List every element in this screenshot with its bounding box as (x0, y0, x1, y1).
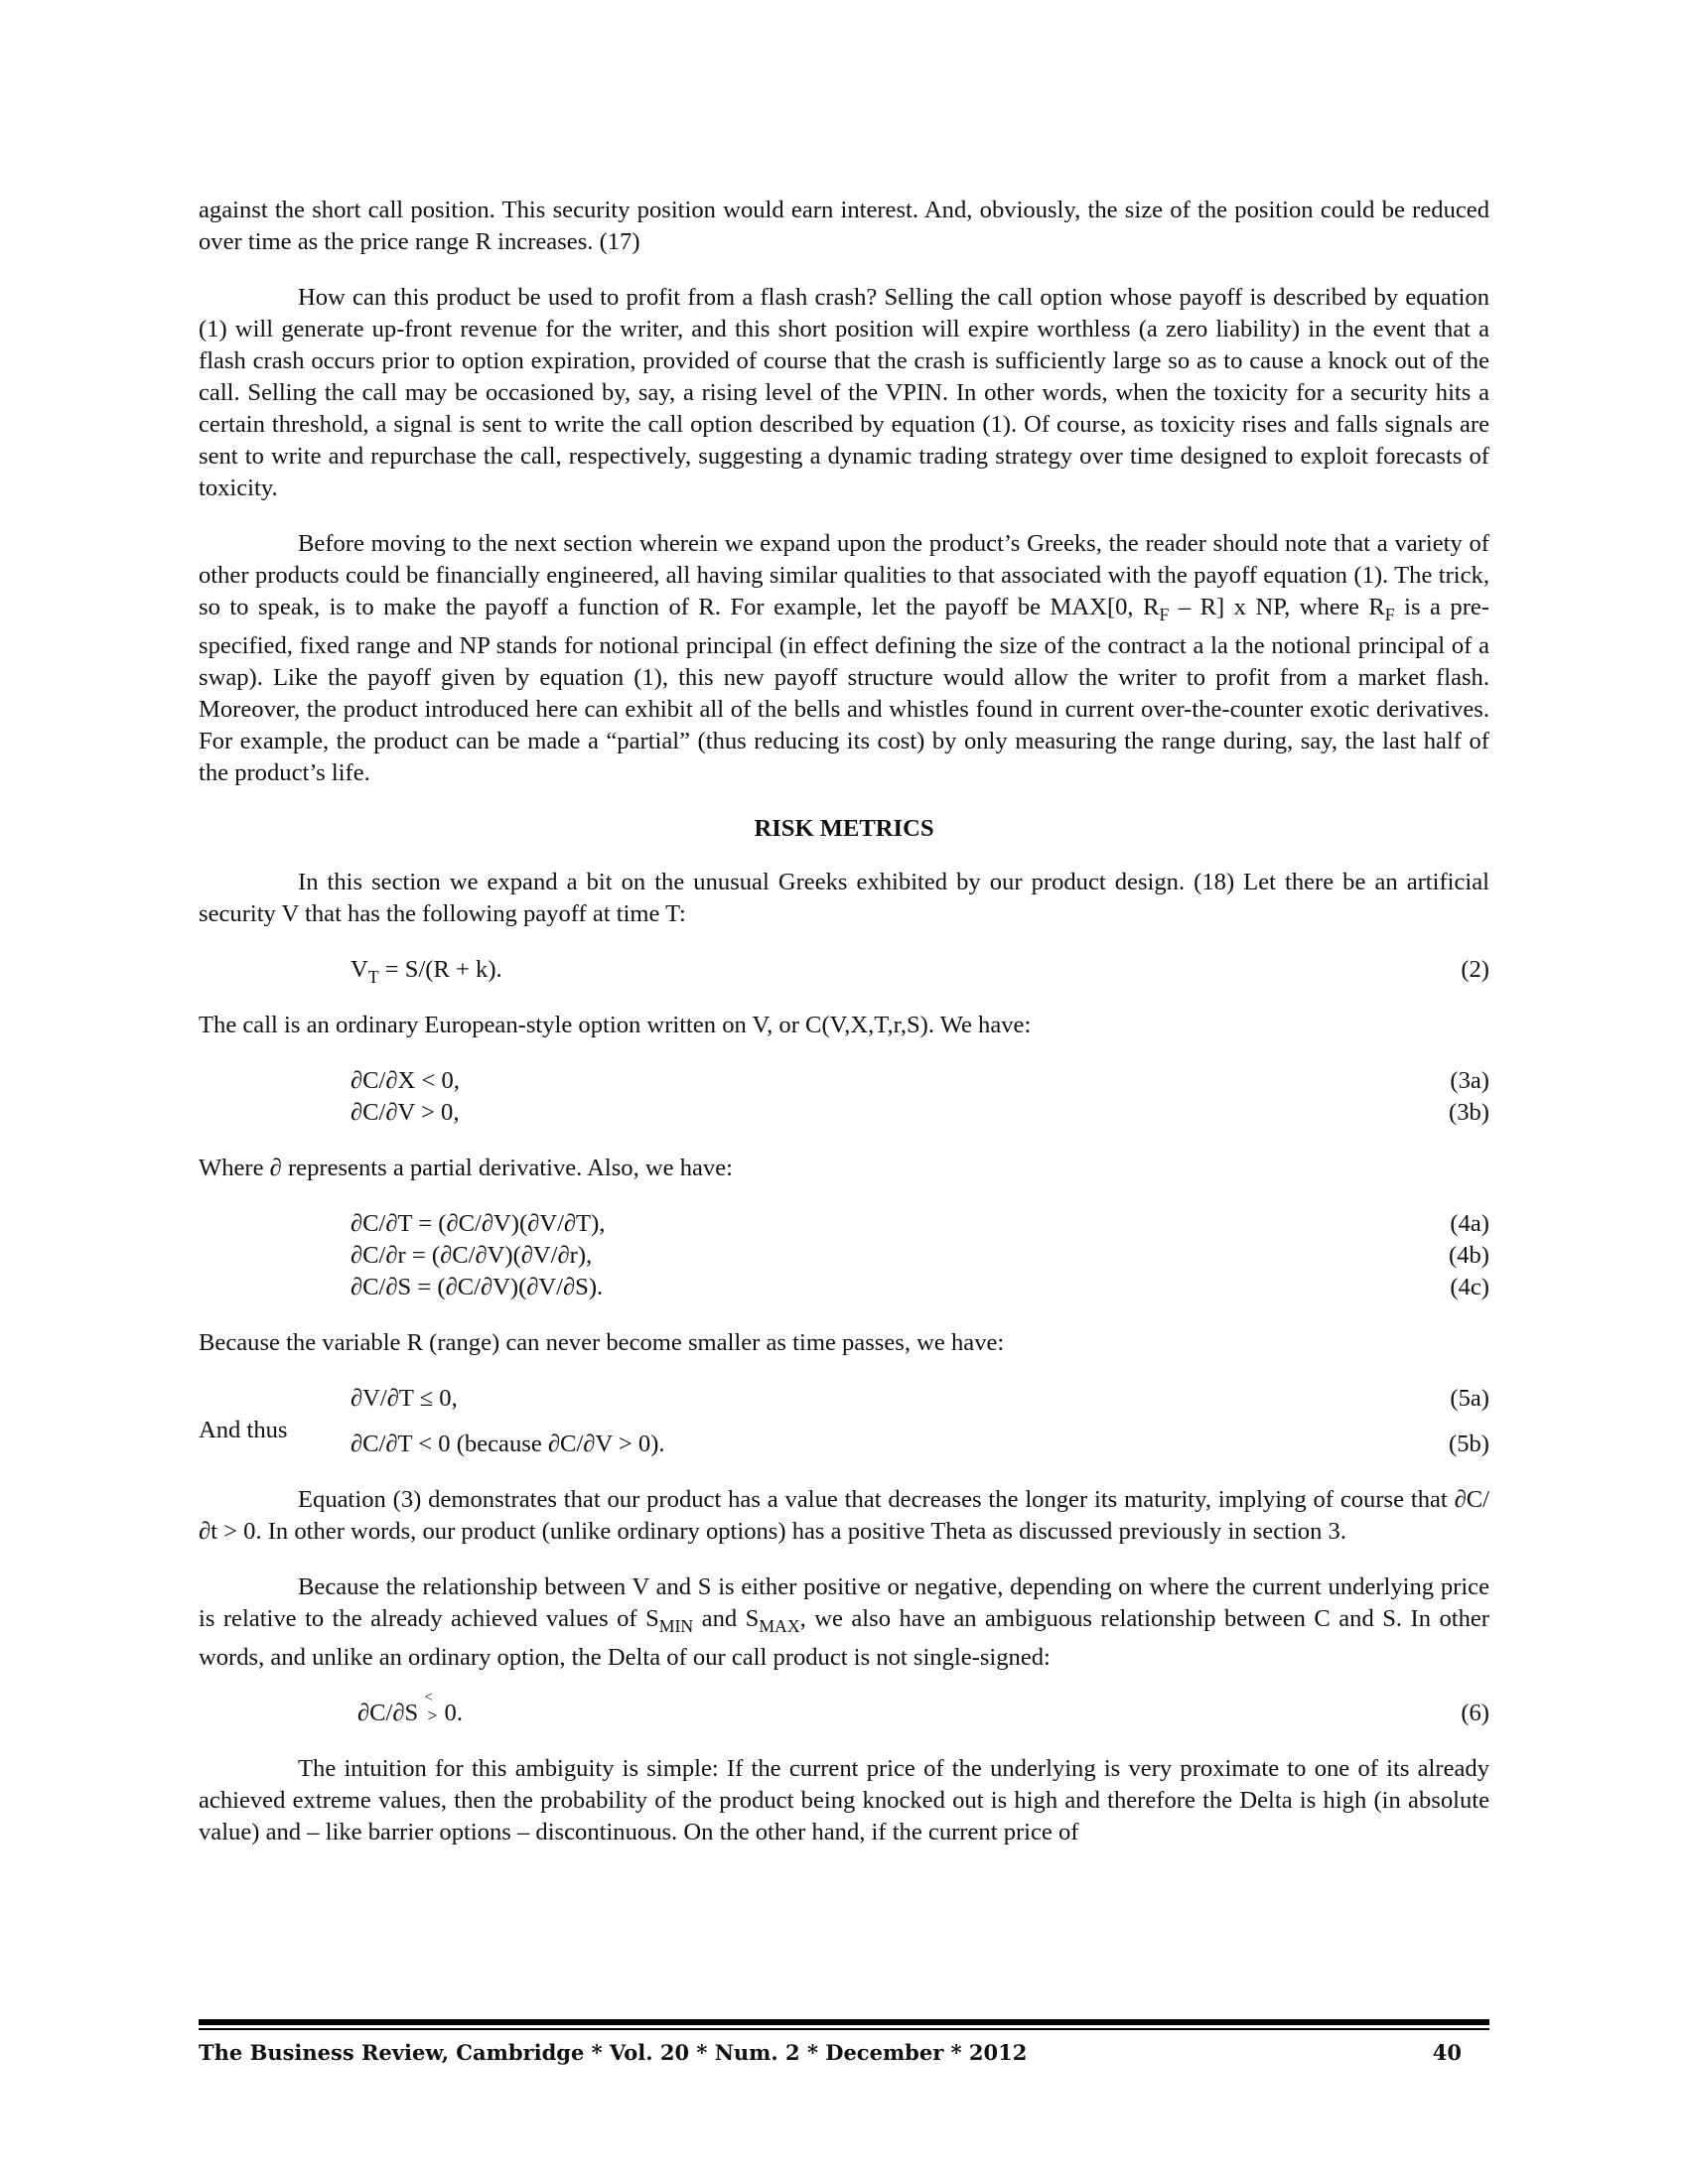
equation-number: (4a) (1450, 1209, 1489, 1237)
equation-3 (199, 1065, 1489, 1129)
equation-number: (4c) (1450, 1273, 1489, 1300)
paragraph-where: Where ∂ represents a partial derivative. Also, we have: (199, 1154, 733, 1181)
section-heading: RISK METRICS (754, 814, 934, 842)
equation-4 (199, 1208, 1489, 1303)
equation-number: (2) (1461, 955, 1489, 983)
equation-expression: ∂C/∂X < 0, (351, 1066, 460, 1094)
equation-number: (3a) (1450, 1066, 1489, 1094)
paragraph-because: Because the variable R (range) can never become smaller as time passes, we have: (199, 1328, 1005, 1356)
equation-number: (6) (1461, 1699, 1489, 1726)
page-body (199, 195, 1489, 1872)
equation-expression: ∂C/∂r = (∂C/∂V)(∂V/∂r), (351, 1241, 593, 1269)
equation-expression: ∂V/∂T ≤ 0, (351, 1384, 458, 1412)
text-run: is a pre-specified, fixed range and NP stands for notional principal (in effect defining the size of the contract a la the notional principal of a swap). Like the payoff given by equation (1), this new payoff structure would allow the writer to profit from a market flash. Moreover, the product introduced here can exhibit all of the bells and whistles found in current over-the-counter exotic derivatives. For example, the product can be made a “partial” (thus reducing its cost) by only measuring the range during, say, the last half of the product’s life. (199, 594, 1489, 786)
page-footer (199, 2019, 1489, 2072)
paragraph-intuition: The intuition for this ambiguity is simple: If the current price of the underlying is very proximate to one of its already achieved extreme values, then the probability of the product being knocked out is high and therefore the Delta is high (in absolute value) and – like barrier options – discontinuous. On the other hand, if the current price of (199, 1754, 1489, 1845)
equation-expression: ∂C/∂T = (∂C/∂V)(∂V/∂T), (351, 1209, 606, 1237)
text-run: – R] x NP, where R (1169, 594, 1385, 620)
subscript-f: F (1384, 604, 1395, 624)
equation-expression: ∂C/∂S < > 0. (357, 1689, 463, 1726)
equation-expression: $V_T = S/(R + k)$. (351, 955, 502, 987)
page-number: 40 (1432, 2040, 1462, 2065)
paragraph-eq3-discussion: Equation (3) demonstrates that our product has a value that decreases the longer its maturity, implying of course that ∂C/∂t > 0. In other words, our product (unlike ordinary options) has a positive Theta as discussed previously in section 3. (199, 1485, 1489, 1545)
subscript-min: MIN (658, 1615, 694, 1636)
equation-6 (199, 1689, 1489, 1729)
equation-expression: ∂C/∂T < 0 (because ∂C/∂V > 0). (351, 1430, 665, 1457)
footer-rule-thick (199, 2019, 1489, 2025)
paragraph-flash-crash: How can this product be used to profit from a flash crash? Selling the call option whose payoff is described by equation (1) will generate up-front revenue for the writer, and this short position will expire worthless (a zero liability) in the event that a flash crash occurs prior to option expiration, provided of course that the crash is sufficiently large so as to cause a knock out of the call. Selling the call may be occasioned by, say, a rising level of the VPIN. In other words, when the toxicity for a security hits a certain threshold, a signal is sent to write the call option described by equation (1). Of course, as toxicity rises and falls signals are sent to write and repurchase the call, respectively, suggesting a dynamic trading strategy over time designed to exploit forecasts of toxicity. (199, 284, 1489, 501)
paragraph-call: The call is an ordinary European-style option written on V, or C(V,X,T,r,S). We have: (199, 1011, 1032, 1038)
equation-expression: ∂C/∂V > 0, (351, 1098, 460, 1126)
footer-rule-thin (199, 2028, 1489, 2030)
paragraph-other-products (199, 528, 1489, 789)
paragraph-risk-intro: In this section we expand a bit on the unusual Greeks exhibited by our product design. (18) Let there be an artificial security V that has the following payoff at time T: (199, 868, 1489, 927)
equation-5 (199, 1383, 1489, 1460)
journal-citation: The Business Review, Cambridge * Vol. 20 * Num. 2 * December * 2012 (199, 2040, 1028, 2065)
equation-number: (5b) (1449, 1430, 1489, 1457)
equation-number: (4b) (1449, 1241, 1489, 1269)
less-greater-symbol: < > (424, 1689, 438, 1725)
equation-expression: ∂C/∂S = (∂C/∂V)(∂V/∂S). (351, 1273, 604, 1300)
subscript-f: F (1159, 604, 1170, 624)
paragraph-delta: Because the relationship between V and S is either positive or negative, depending on where the current underlying price is relative to the already achieved values of $S_{MIN}$ and $S_{MAX}$, we also have an ambiguous relationship between C and S. In other words, and unlike an ordinary option, the Delta of our call product is not single-signed: (199, 1572, 1490, 1671)
paragraph-continuation: against the short call position. This security position would earn interest. And, obviously, the size of the position could be reduced over time as the price range R increases. (17) (199, 197, 1489, 255)
equation-number: (5a) (1450, 1384, 1489, 1412)
equation-number: (3b) (1449, 1098, 1489, 1126)
subscript-max: MAX (759, 1615, 800, 1636)
equation-2 (199, 954, 1489, 986)
text-run: Before moving to the next section wherein we expand upon the product’s Greeks, the reader should note that a variety of other products could be financially engineered, all having similar qualities to that associated with the payoff equation (1). The trick, so to speak, is to make the payoff a function of R. For example, let the payoff be MAX[0, R (199, 530, 1489, 620)
and-thus-label: And thus (199, 1416, 288, 1443)
